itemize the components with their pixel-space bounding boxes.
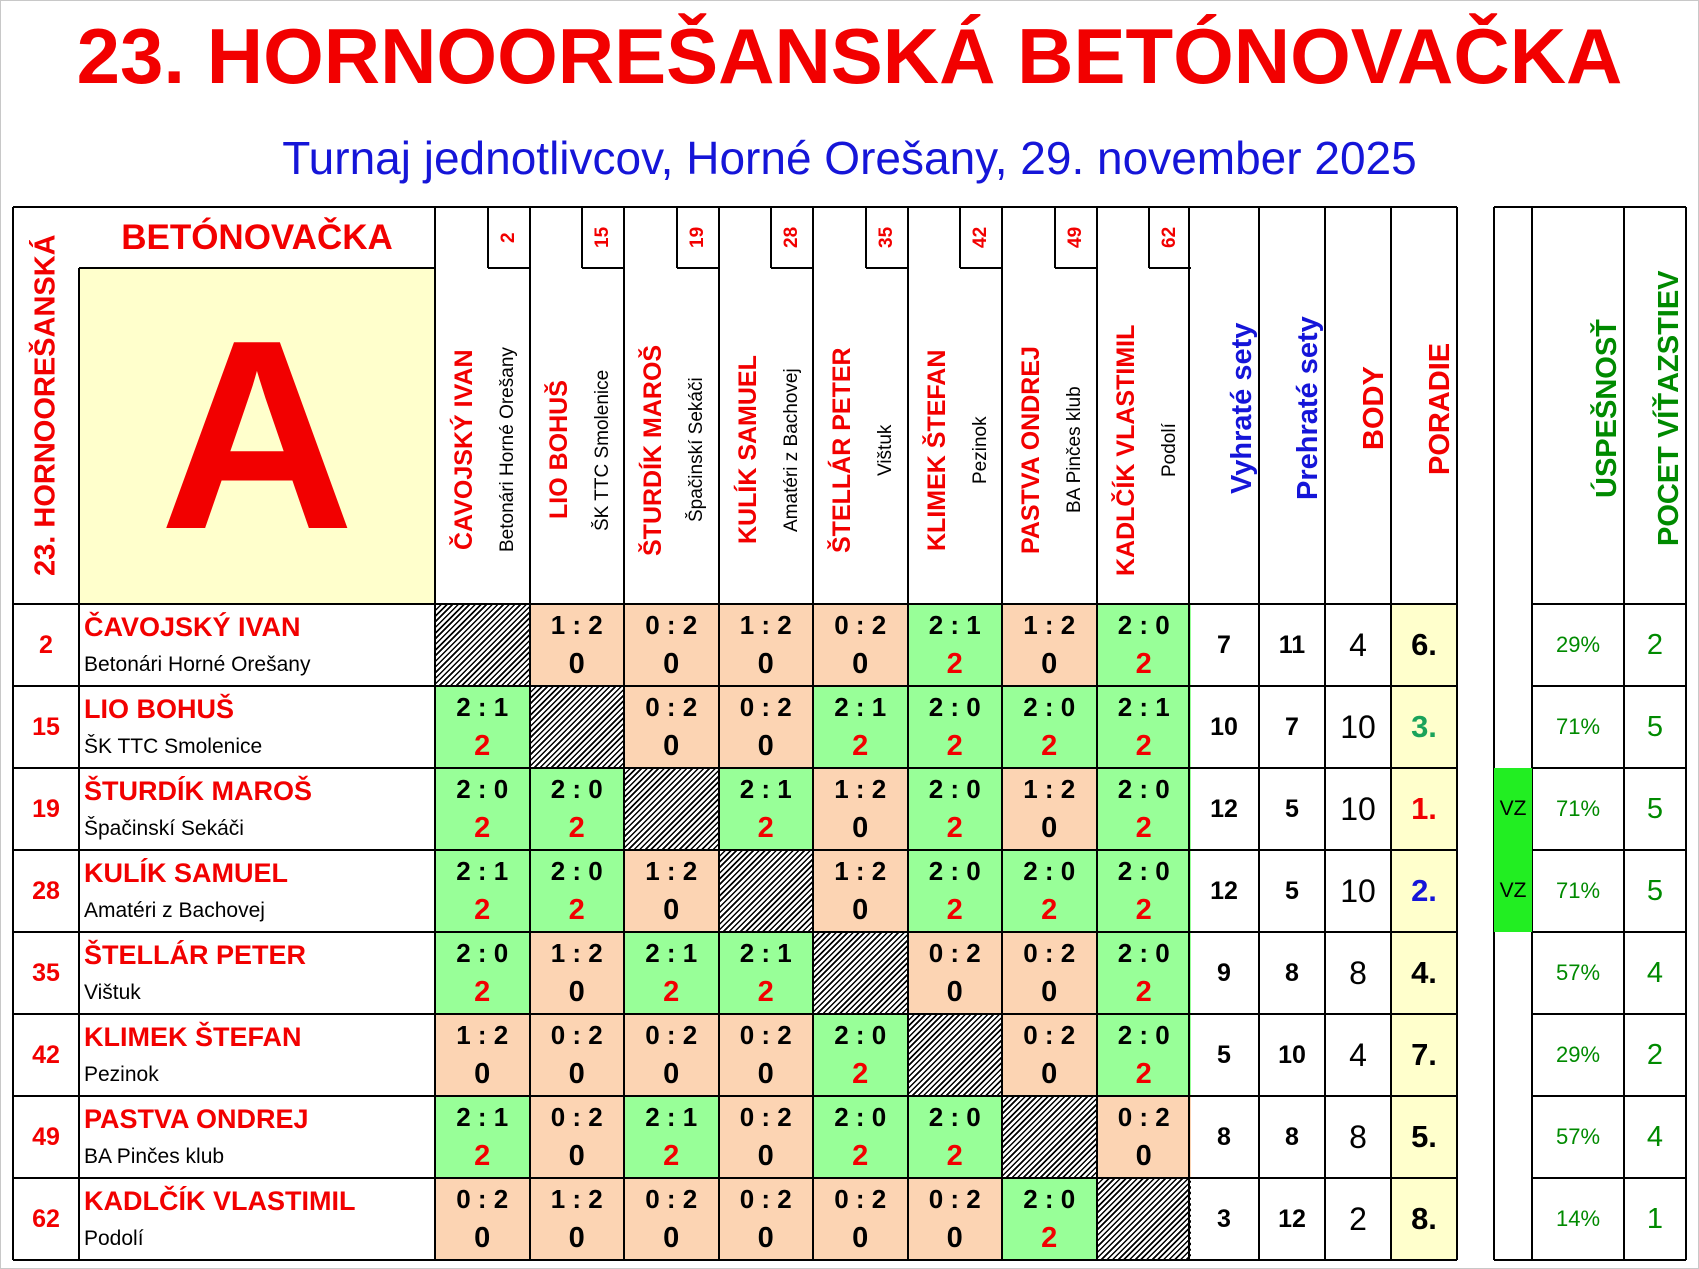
match-score: 2 : 0	[456, 938, 509, 968]
match-points: 0	[757, 1058, 774, 1090]
vz-column-divider	[1493, 207, 1495, 1260]
match-score: 1 : 2	[550, 610, 603, 640]
self-match-cell	[813, 932, 908, 1014]
rank-value: 8.	[1411, 1201, 1437, 1236]
points-value: 10	[1340, 709, 1376, 745]
match-points: 0	[663, 648, 680, 680]
column-seed-number: 28	[781, 226, 802, 249]
match-score: 2 : 1	[456, 1102, 509, 1132]
points-value: 8	[1349, 1119, 1367, 1155]
won-sets-value: 8	[1217, 1123, 1231, 1151]
match-score: 0 : 2	[834, 610, 887, 640]
match-score: 2 : 0	[1117, 938, 1170, 968]
match-points: 0	[757, 648, 774, 680]
match-score: 0 : 2	[645, 1020, 698, 1050]
row-seed-number: 35	[32, 959, 60, 987]
column-player-name: KULÍK SAMUEL	[733, 355, 762, 545]
won-sets-value: 5	[1217, 1041, 1231, 1069]
row-player-club: Podolí	[84, 1227, 144, 1250]
match-points: 2	[1135, 894, 1152, 926]
match-score: 0 : 2	[645, 1184, 698, 1214]
match-score: 0 : 2	[928, 938, 981, 968]
match-points: 2	[1135, 1058, 1152, 1090]
won-sets-value: 9	[1217, 959, 1231, 987]
success-value: 71%	[1555, 714, 1601, 739]
lost-sets-value: 7	[1285, 713, 1299, 741]
wins-top-border	[1624, 206, 1686, 208]
row-player-club: BA Pinčes klub	[84, 1145, 225, 1168]
match-score: 2 : 1	[739, 774, 792, 804]
row-seed-number: 2	[39, 631, 53, 659]
row-player-club: Pezinok	[84, 1063, 159, 1086]
row-seed-number: 19	[32, 795, 60, 823]
points-value: 10	[1340, 873, 1376, 909]
column-player-club: Vištuk	[875, 424, 896, 476]
match-points: 2	[852, 730, 869, 762]
match-score: 2 : 0	[1117, 610, 1170, 640]
self-match-cell	[719, 850, 814, 932]
column-player-club: Špačinskí Sekáči	[686, 377, 707, 523]
match-points: 0	[1041, 648, 1058, 680]
vz-top-border	[1494, 206, 1532, 208]
match-score: 1 : 2	[1023, 610, 1076, 640]
match-points: 2	[1135, 648, 1152, 680]
row-seed-number: 42	[32, 1041, 60, 1069]
match-score: 0 : 2	[645, 610, 698, 640]
column-player-name: ŠTURDÍK MAROŠ	[639, 344, 667, 556]
row-player-club: Špačinskí Sekáči	[84, 817, 244, 840]
match-score: 2 : 1	[456, 692, 509, 722]
match-points: 2	[474, 812, 491, 844]
match-score: 1 : 2	[1023, 774, 1076, 804]
row-player-name: PASTVA ONDREJ	[84, 1104, 309, 1134]
wins-value: 2	[1646, 1039, 1664, 1071]
row-seed-number: 28	[32, 877, 60, 905]
self-match-cell	[530, 686, 625, 768]
self-match-cell	[435, 604, 530, 686]
group-name: BETÓNOVAČKA	[121, 218, 393, 257]
row-player-club: Vištuk	[84, 981, 141, 1004]
match-score: 0 : 2	[739, 1102, 792, 1132]
match-points: 2	[474, 1140, 491, 1172]
group-vertical-label: 23. HORNOOREŠANSKÁ	[29, 234, 62, 577]
match-points: 0	[852, 894, 869, 926]
column-player-name: LIO BOHUŠ	[544, 380, 573, 520]
row-player-name: ŠTURDÍK MAROŠ	[84, 776, 312, 806]
match-score: 1 : 2	[550, 1184, 603, 1214]
match-score: 2 : 0	[550, 774, 603, 804]
row-player-club: ŠK TTC Smolenice	[84, 735, 263, 758]
match-points: 2	[1041, 1222, 1058, 1254]
lost-sets-value: 5	[1285, 877, 1299, 905]
match-points: 2	[1135, 812, 1152, 844]
match-points: 0	[946, 1222, 963, 1254]
match-score: 0 : 2	[645, 692, 698, 722]
wins-value: 2	[1646, 629, 1664, 661]
vz-badge: VZ	[1494, 768, 1532, 850]
match-points: 2	[757, 976, 774, 1008]
match-points: 0	[757, 730, 774, 762]
match-points: 0	[663, 1222, 680, 1254]
rank-value: 1.	[1411, 791, 1437, 826]
self-match-cell	[624, 768, 719, 850]
match-score: 2 : 0	[928, 692, 981, 722]
match-score: 0 : 2	[1023, 1020, 1076, 1050]
row-player-name: KADLČÍK VLASTIMIL	[84, 1186, 356, 1216]
column-seed-number: 49	[1064, 226, 1086, 249]
match-score: 2 : 0	[834, 1020, 887, 1050]
column-player-club: Podolí	[1158, 423, 1180, 477]
column-seed-number: 2	[497, 232, 519, 243]
match-score: 2 : 1	[1117, 692, 1170, 722]
column-player-name: KLIMEK ŠTEFAN	[922, 349, 951, 551]
vz-bottom-border	[1494, 1259, 1532, 1261]
rank-value: 4.	[1411, 955, 1437, 990]
page-subtitle: Turnaj jednotlivcov, Horné Orešany, 29. november 2025	[282, 132, 1417, 184]
match-points: 0	[852, 1222, 869, 1254]
match-score: 0 : 2	[739, 692, 792, 722]
match-score: 0 : 2	[739, 1184, 792, 1214]
column-seed-number: 62	[1159, 226, 1180, 249]
match-score: 2 : 1	[834, 692, 887, 722]
match-score: 1 : 2	[645, 856, 698, 886]
match-points: 2	[852, 1058, 869, 1090]
match-score: 2 : 0	[550, 856, 603, 886]
column-player-name: ŠTELLÁR PETER	[828, 347, 856, 553]
wins-header: POCET VÍŤAZSTIEV	[1653, 270, 1685, 547]
row-player-name: LIO BOHUŠ	[84, 694, 235, 724]
rank-value: 2.	[1411, 873, 1437, 908]
wins-value: 5	[1646, 793, 1664, 825]
wins-value: 5	[1646, 711, 1664, 743]
match-score: 2 : 0	[928, 774, 981, 804]
match-points: 2	[946, 648, 963, 680]
wins-value: 4	[1646, 1121, 1664, 1153]
row-player-club: Betonári Horné Orešany	[84, 653, 311, 676]
points-value: 8	[1349, 955, 1367, 991]
self-match-cell	[1002, 1096, 1097, 1178]
column-player-name: KADLČÍK VLASTIMIL	[1111, 324, 1140, 576]
row-seed-number: 49	[32, 1123, 60, 1151]
column-seed-number: 19	[686, 226, 708, 249]
match-points: 2	[1135, 976, 1152, 1008]
self-match-cell	[1097, 1178, 1192, 1260]
match-score: 0 : 2	[456, 1184, 509, 1214]
self-match-cell	[908, 1014, 1003, 1096]
column-player-name: PASTVA ONDREJ	[1017, 346, 1045, 554]
match-score: 2 : 0	[1117, 1020, 1170, 1050]
match-points: 0	[757, 1222, 774, 1254]
points-header: BODY	[1358, 366, 1390, 451]
match-score: 2 : 1	[645, 1102, 698, 1132]
match-score: 1 : 2	[834, 856, 887, 886]
match-points: 2	[1041, 894, 1058, 926]
match-score: 2 : 0	[1023, 1184, 1076, 1214]
lost-sets-value: 5	[1285, 795, 1299, 823]
points-value: 2	[1349, 1201, 1367, 1237]
column-player-club: Betonári Horné Orešany	[497, 347, 518, 553]
success-top-border	[1532, 206, 1624, 208]
match-score: 0 : 2	[550, 1102, 603, 1132]
column-seed-number: 15	[592, 226, 613, 249]
match-points: 0	[1135, 1140, 1152, 1172]
column-player-club: Pezinok	[969, 416, 991, 484]
lost-sets-header: Prehraté sety	[1292, 316, 1324, 501]
won-sets-value: 3	[1217, 1205, 1231, 1233]
success-value: 29%	[1555, 1042, 1601, 1067]
row-player-club: Amatéri z Bachovej	[84, 899, 265, 922]
lost-sets-value: 10	[1278, 1041, 1306, 1069]
row-player-name: ČAVOJSKÝ IVAN	[84, 612, 301, 642]
wins-value: 1	[1646, 1203, 1664, 1235]
match-points: 0	[852, 648, 869, 680]
match-points: 2	[852, 1140, 869, 1172]
match-points: 0	[568, 648, 585, 680]
match-points: 2	[474, 894, 491, 926]
match-points: 0	[946, 976, 963, 1008]
row-player-name: KLIMEK ŠTEFAN	[84, 1022, 302, 1052]
lost-sets-value: 8	[1285, 959, 1299, 987]
match-score: 2 : 1	[928, 610, 981, 640]
match-points: 0	[1041, 1058, 1058, 1090]
match-score: 0 : 2	[928, 1184, 981, 1214]
match-points: 2	[568, 894, 585, 926]
match-points: 2	[946, 1140, 963, 1172]
match-score: 0 : 2	[834, 1184, 887, 1214]
column-seed-number: 35	[875, 226, 897, 249]
match-score: 1 : 2	[456, 1020, 509, 1050]
match-points: 2	[946, 812, 963, 844]
match-points: 2	[1041, 730, 1058, 762]
match-score: 2 : 0	[1117, 856, 1170, 886]
success-value: 71%	[1555, 796, 1601, 821]
match-score: 0 : 2	[739, 1020, 792, 1050]
won-sets-value: 7	[1217, 631, 1231, 659]
rank-header: PORADIE	[1424, 342, 1456, 475]
match-score: 0 : 2	[1117, 1102, 1170, 1132]
match-score: 2 : 0	[1023, 856, 1076, 886]
points-value: 4	[1349, 1037, 1367, 1073]
match-score: 2 : 0	[928, 856, 981, 886]
match-points: 0	[1041, 976, 1058, 1008]
match-points: 0	[474, 1222, 491, 1254]
wins-value: 5	[1646, 875, 1664, 907]
match-points: 2	[946, 730, 963, 762]
success-value: 71%	[1555, 878, 1601, 903]
match-points: 0	[663, 730, 680, 762]
rank-value: 7.	[1411, 1037, 1437, 1072]
match-points: 2	[1135, 730, 1152, 762]
match-points: 0	[474, 1058, 491, 1090]
row-seed-number: 15	[32, 713, 60, 741]
won-sets-value: 12	[1210, 877, 1238, 905]
match-points: 0	[757, 1140, 774, 1172]
won-sets-value: 10	[1210, 713, 1238, 741]
match-score: 2 : 0	[928, 1102, 981, 1132]
column-seed-number: 42	[970, 226, 991, 249]
row-player-name: KULÍK SAMUEL	[84, 858, 288, 888]
vz-badge: VZ	[1494, 850, 1532, 932]
points-value: 10	[1340, 791, 1376, 827]
column-player-name: ČAVOJSKÝ IVAN	[450, 349, 478, 551]
match-points: 0	[568, 1058, 585, 1090]
match-score: 1 : 2	[550, 938, 603, 968]
match-points: 0	[568, 1140, 585, 1172]
success-header: ÚSPEŠNOSŤ	[1591, 319, 1623, 498]
lost-sets-value: 8	[1285, 1123, 1299, 1151]
lost-sets-value: 12	[1278, 1205, 1306, 1233]
match-points: 0	[568, 1222, 585, 1254]
column-player-club: ŠK TTC Smolenice	[591, 369, 613, 531]
success-value: 29%	[1555, 632, 1601, 657]
match-points: 2	[946, 894, 963, 926]
column-player-club: BA Pinčes klub	[1064, 386, 1085, 514]
match-points: 0	[568, 976, 585, 1008]
group-letter: A	[159, 285, 355, 586]
match-points: 2	[663, 1140, 680, 1172]
match-points: 0	[663, 1058, 680, 1090]
wins-value: 4	[1646, 957, 1664, 989]
match-score: 2 : 0	[456, 774, 509, 804]
column-player-club: Amatéri z Bachovej	[780, 368, 802, 532]
match-score: 0 : 2	[550, 1020, 603, 1050]
won-sets-value: 12	[1210, 795, 1238, 823]
points-value: 4	[1349, 627, 1367, 663]
match-points: 0	[1041, 812, 1058, 844]
match-points: 2	[568, 812, 585, 844]
match-points: 2	[663, 976, 680, 1008]
page-title: 23. HORNOOREŠANSKÁ BETÓNOVAČKA	[76, 12, 1623, 100]
lost-sets-value: 11	[1278, 631, 1306, 659]
match-score: 0 : 2	[1023, 938, 1076, 968]
row-player-name: ŠTELLÁR PETER	[84, 940, 307, 970]
match-score: 2 : 0	[834, 1102, 887, 1132]
success-value: 57%	[1555, 960, 1601, 985]
rank-value: 6.	[1411, 627, 1437, 662]
match-score: 2 : 1	[739, 938, 792, 968]
match-score: 2 : 1	[645, 938, 698, 968]
match-points: 2	[474, 976, 491, 1008]
match-score: 1 : 2	[834, 774, 887, 804]
success-value: 57%	[1555, 1124, 1601, 1149]
match-points: 2	[757, 812, 774, 844]
row-seed-number: 62	[32, 1205, 60, 1233]
match-points: 0	[663, 894, 680, 926]
match-score: 1 : 2	[739, 610, 792, 640]
success-value: 14%	[1555, 1206, 1601, 1231]
match-score: 2 : 1	[456, 856, 509, 886]
won-sets-header: Vyhraté sety	[1226, 322, 1258, 495]
match-points: 2	[474, 730, 491, 762]
match-points: 0	[852, 812, 869, 844]
rank-value: 3.	[1411, 709, 1437, 744]
match-score: 2 : 0	[1023, 692, 1076, 722]
match-score: 2 : 0	[1117, 774, 1170, 804]
rank-value: 5.	[1411, 1119, 1437, 1154]
